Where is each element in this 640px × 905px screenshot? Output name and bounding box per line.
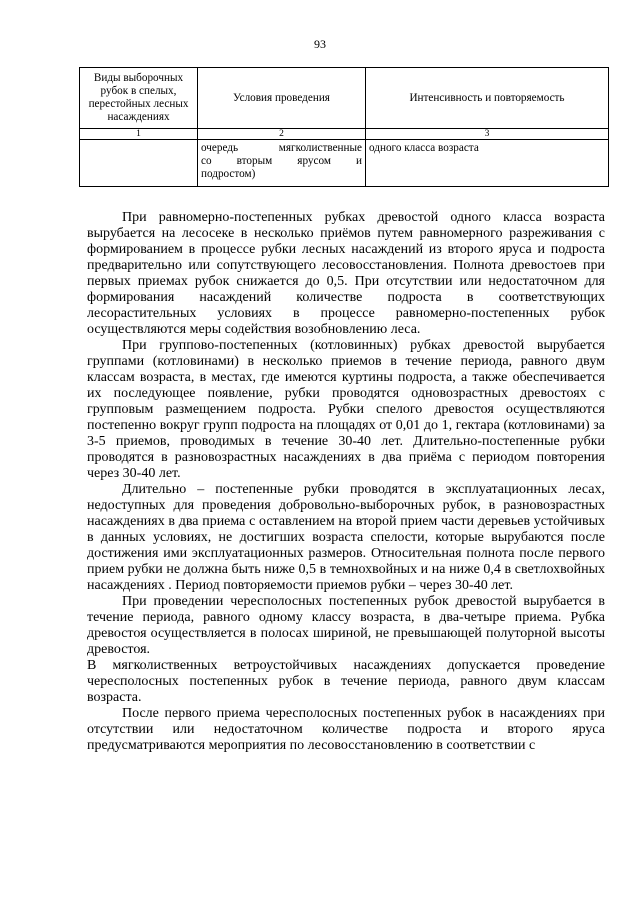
row-cell-intensity: одного класса возраста	[366, 140, 609, 187]
forest-cutting-table	[79, 67, 609, 187]
header-cell-cutting-types: Виды выборочных рубок в спелых, перестойных лесных насаждениях	[80, 68, 198, 129]
column-number-1: 1	[80, 129, 198, 140]
page-number: 93	[314, 37, 326, 51]
table-header-row	[80, 68, 609, 129]
paragraph-long-gradual: Длительно – постепенные рубки проводятся в эксплуатационных лесах, недоступных для проведения добровольно-выборочных рубок, в разновозрастных насаждениях в два приема с оставлением на второй прием части деревьев устойчивых в данных условиях, не достигших возраста спелости, которые вырубаются после достижения ими эксплуатационных размеров. Относительная полнота после первого прием рубки не должна быть ниже 0,5 в темнохвойных и на ниже 0,4 в светлохвойных насаждениях . Период повторяемости приемов рубки – через 30-40 лет.	[87, 482, 605, 593]
header-cell-conditions: Условия проведения	[198, 68, 366, 129]
conditions-line-3: подростом)	[201, 168, 256, 180]
conditions-line-1: очередь мягколиственные	[201, 142, 362, 154]
column-number-3: 3	[366, 129, 609, 140]
paragraph-uniform-gradual: При равномерно-постепенных рубках древостой одного класса возраста вырубается на лесосеке в несколько приёмов путем равномерного разреживания с формированием в процессе рубки лесных насаждений из второго яруса и подроста предварительно или сопутствующего лесовосстановления. Полнота древостоев при первых приемах рубок снижается до 0,5. При отсутствии или недостаточном для формирования насаждений количестве подроста в соответствующих лесорастительных условиях в процессе равномерно-постепенных рубок осуществляются меры содействия возобновлению леса.	[87, 210, 605, 337]
table-row	[80, 140, 609, 187]
document-body	[87, 210, 605, 754]
header-cell-intensity: Интенсивность и повторяемость	[366, 68, 609, 129]
paragraph-group-gradual: При группово-постепенных (котловинных) рубках древостой вырубается группами (котловинами) в несколько приемов в течение периода, равного двум классам возраста, в местах, где имеются куртины подроста, а также обеспечивается их последующее появление, рубки проводятся одновозрастных древостоях с групповым размещением подроста. Рубки спелого древостоя осуществляются постепенно вокруг групп подроста на площадях от 0,01 до 1, гектара (котловинами) за 3-5 приемов, проводимых в течение 30-40 лет. Длительно-постепенные рубки проводятся в разновозрастных насаждениях в два приёма с периодом повторения через 30-40 лет.	[87, 338, 605, 481]
row-cell-conditions	[198, 140, 366, 187]
conditions-line-2: со вторым ярусом и	[201, 155, 362, 167]
row-cell-type	[80, 140, 198, 187]
paragraph-softwood: В мягколиственных ветроустойчивых насаждениях допускается проведение чересполосных постепенных рубок в течение периода, равного двум классам возраста.	[87, 658, 605, 705]
paragraph-after-first-cut: После первого приема чересполосных постепенных рубок в насаждениях при отсутствии или недостаточном количестве подроста и второго яруса предусматриваются мероприятия по лесовосстановлению в соответствии с	[87, 706, 605, 753]
paragraph-strip-gradual: При проведении чересполосных постепенных рубок древостой вырубается в течение периода, равного одному классу возраста, в два-четыре приема. Рубка древостоя осуществляется в полосах шириной, не превышающей полуторной высоты древостоя.	[87, 594, 605, 657]
column-number-2: 2	[198, 129, 366, 140]
table-number-row	[80, 129, 609, 140]
